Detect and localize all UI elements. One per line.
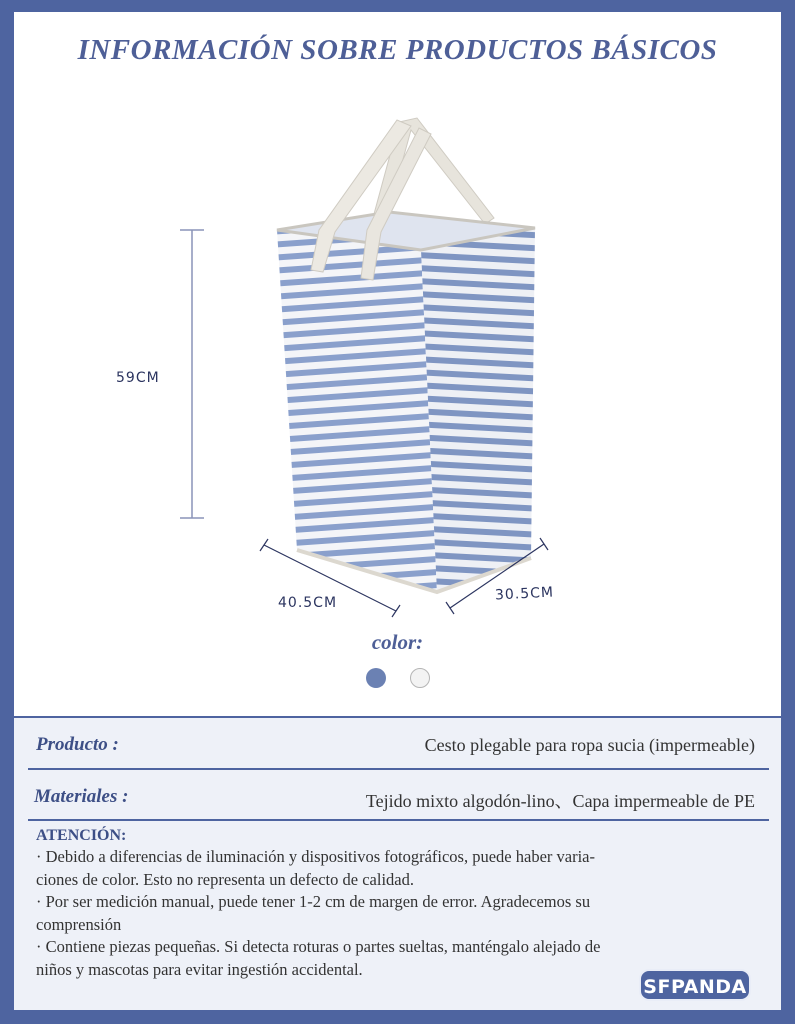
color-label: color: <box>371 630 424 654</box>
materials-label: Materiales : <box>34 786 129 807</box>
product-label: Producto : <box>36 734 119 755</box>
notice-line: · Contiene piezas pequeñas. Si detecta roturas o partes sueltas, manténgalo alejado de <box>36 937 601 956</box>
height-dimension-line <box>174 226 214 522</box>
notice-section <box>36 826 771 981</box>
product-info-sheet <box>14 12 781 1010</box>
height-label: 59CM <box>116 370 160 386</box>
width-label: 40.5CM <box>278 595 338 611</box>
notice-line: · Debido a diferencias de iluminación y dispositivos fotográficos, puede haber varia- <box>36 847 595 866</box>
product-row <box>28 716 769 770</box>
notice-line: ciones de color. Esto no representa un defecto de calidad. <box>36 869 414 889</box>
notice-line: · Por ser medición manual, puede tener 1-2 cm de margen de error. Agradecemos su <box>36 892 591 911</box>
depth-dimension-line <box>444 532 554 618</box>
notice-title: ATENCIÓN: <box>36 827 127 844</box>
materials-row <box>28 768 769 821</box>
product-value: Cesto plegable para ropa sucia (impermeable) <box>424 735 755 755</box>
color-swatch-blue[interactable] <box>366 668 386 688</box>
depth-label: 30.5CM <box>494 584 555 604</box>
brand-logo: SFPANDA <box>639 969 751 1001</box>
color-swatch-white[interactable] <box>410 668 430 688</box>
notice-line: niños y mascotas para evitar ingestión accidental. <box>36 959 363 979</box>
materials-value: Tejido mixto algodón-lino、Capa impermeable de PE <box>365 791 755 811</box>
striped-laundry-basket-image <box>249 100 579 600</box>
notice-line: comprensión <box>36 914 122 934</box>
page-title: INFORMACIÓN SOBRE PRODUCTOS BÁSICOS <box>77 34 718 66</box>
